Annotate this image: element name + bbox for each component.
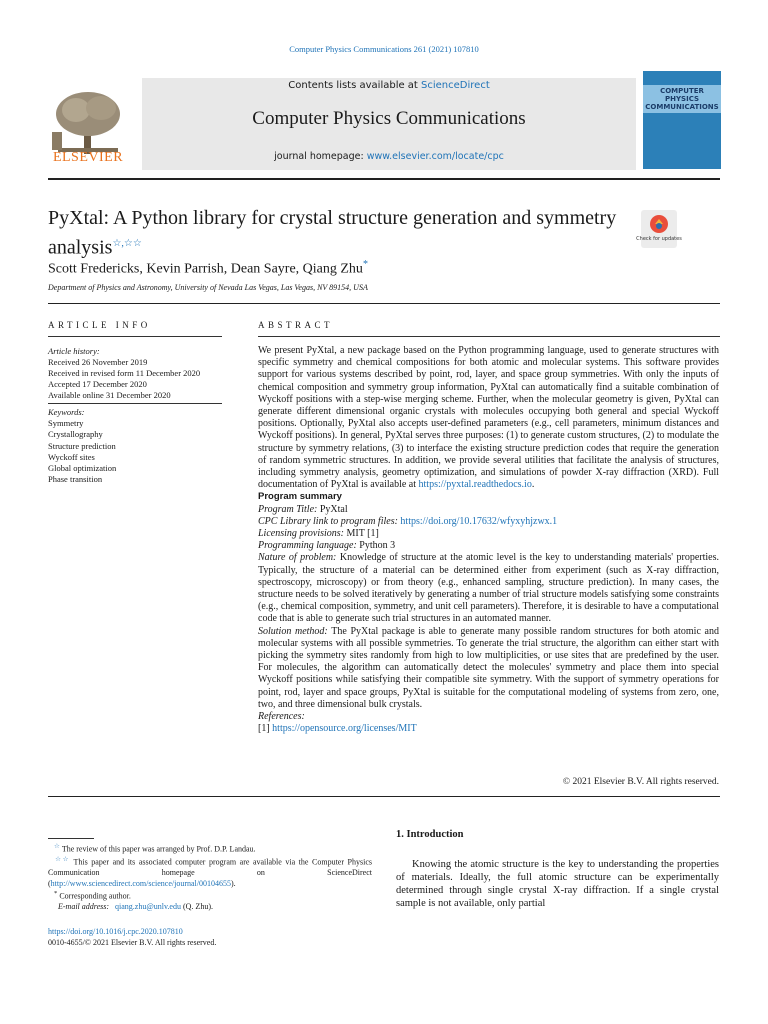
doi-block: [48, 926, 216, 948]
article-info-heading: ARTICLE INFO: [48, 320, 151, 330]
publisher-name: ELSEVIER: [52, 150, 124, 165]
abstract-paragraph: [258, 345, 719, 491]
homepage-link[interactable]: www.elsevier.com/locate/cpc: [366, 151, 504, 162]
footnote-text-end: ).: [231, 878, 236, 888]
doi-link[interactable]: https://doi.org/10.1016/j.cpc.2020.107810: [48, 927, 183, 936]
journal-reference-link[interactable]: Computer Physics Communications 261 (2021) 107810: [289, 44, 479, 54]
references-label: References:: [258, 711, 305, 723]
nature-label: Nature of problem:: [258, 552, 337, 564]
introduction-heading: 1. Introduction: [396, 829, 464, 840]
keywords-label: Keywords:: [48, 407, 85, 417]
email-end: (Q. Zhu).: [182, 902, 213, 912]
article-info-rule: [48, 336, 222, 337]
solution-text: The PyXtal package is able to generate many possible random structures for both atomic and molecular systems with all possible symmetries. To generate the trial structure, the algorithm can either start with picking the symmetry sites randomly from high to low multiplicities, or use sites that are predefined by the user. For molecules, the algorithm can automatically detect the molecules' symmetry and place them into special Wyckoff positions while satisfying their compatible site symmetry. With the support of symmetry operations for point, rod, layer and space groups, PyXtal is suitable for the computational modeling of systems from zero, one, two, and three dimensional bulk crystals.: [258, 625, 719, 710]
language-line: [258, 540, 719, 552]
paper-title: [48, 206, 638, 261]
abstract-text: We present PyXtal, a new package based on the Python programming language, used to generate structures with specific symmetry and chemical compositions for both atomic and molecular systems. This software provides support for various systems described by point, rod, layer, and space group symmetries. With only the inputs of chemical composition and symmetry group information, PyXtal can automatically find a suitable combination of Wyckoff positions with a step-wise merging scheme. Further, when the molecular geometry is given, PyXtal can generate different dimensional organic crystals with molecules occupying both general and special Wyckoff positions. Optionally, PyXtal also accepts user-defined parameters (e.g., cell parameters, minimum distances and Wyckoff positions). In general, PyXtal serves three purposes: (1) to generate custom structures, (2) to modulate the structure by symmetry relations, (3) to interface the existing structure prediction codes that require the generation of random symmetric structures. In addition, we provide several utilities that facilitate the analysis of structures, including symmetry analysis, geometry optimization, and simulations of powder X-ray diffraction (XRD). Full documentation of PyXtal is available at: [258, 345, 719, 491]
author-list: [48, 259, 368, 278]
mit-license-link[interactable]: https://opensource.org/licenses/MIT: [272, 723, 417, 735]
sciencedirect-journal-link[interactable]: http://www.sciencedirect.com/science/journal/00104655: [50, 878, 231, 888]
journal-reference[interactable]: [0, 44, 768, 54]
contents-line: [142, 80, 636, 91]
reference-number: [1]: [258, 723, 270, 735]
journal-cover-image: [643, 71, 721, 169]
abstract-body: [258, 345, 719, 736]
footnote-mark: ☆☆: [55, 856, 71, 864]
reference-line: [258, 723, 719, 735]
check-for-updates-badge[interactable]: [636, 210, 682, 248]
nature-text: Knowledge of structure at the atomic level is the key to understanding materials' properties. Typically, the structure of a material can be determined either from experiment (such as X-ray diffraction, spectroscopy, microscopy) or from theory (e.g., enhanced sampling, structure prediction). In many cases, the structure needs to be solved iteratively by generating a number of trial structure models satisfying some constraints (e.g., chemical composition, symmetry, and unit cell parameters). Therefore, it is desirable to have a computational code that is able to generate such trial structures in an automated manner.: [258, 552, 719, 625]
solution-label: Solution method:: [258, 625, 328, 637]
footnote-text: This paper and its associated computer program are available via the Computer Physics Communication homepage on ScienceDirect (: [48, 857, 372, 888]
footnote-text: The review of this paper was arranged by Prof. D.P. Landau.: [61, 844, 256, 854]
title-footnote-marks[interactable]: ☆,☆☆: [112, 238, 142, 249]
footnote-rule: [48, 838, 94, 839]
program-summary-label: Program summary: [258, 491, 342, 503]
title-rule: [48, 303, 720, 304]
cpc-link-line: [258, 516, 719, 528]
keyword: Wyckoff sites: [48, 451, 95, 462]
language-value: Python 3: [359, 540, 396, 552]
footnote-corresponding: [48, 889, 372, 902]
history-item: Available online 31 December 2020: [48, 390, 171, 400]
program-title-label: Program Title:: [258, 503, 318, 515]
footnote-availability: [48, 855, 372, 889]
nature-line: [258, 552, 719, 625]
keyword: Structure prediction: [48, 440, 116, 451]
licensing-value: MIT [1]: [346, 528, 379, 540]
history-item: Received 26 November 2019: [48, 357, 148, 367]
journal-title: Computer Physics Communications: [252, 108, 526, 129]
abstract-text-end: .: [531, 479, 535, 491]
history-label: Article history:: [48, 346, 100, 356]
footnote-email: [48, 902, 372, 913]
homepage-line: [142, 151, 636, 162]
keyword: Symmetry: [48, 418, 84, 429]
keywords-rule: [48, 403, 222, 404]
references-label-line: [258, 711, 719, 723]
email-label: E-mail address:: [58, 902, 110, 912]
article-history: [48, 346, 222, 401]
issn-line: 0010-4655/© 2021 Elsevier B.V. All rights reserved.: [48, 938, 217, 947]
abstract-rule: [258, 336, 720, 337]
homepage-prefix: journal homepage:: [274, 151, 367, 162]
cover-title: COMPUTER PHYSICS COMMUNICATIONS: [643, 85, 721, 113]
header-rule: [48, 178, 720, 180]
sciencedirect-link[interactable]: ScienceDirect: [421, 80, 490, 91]
program-title-line: [258, 504, 719, 516]
language-label: Programming language:: [258, 540, 357, 552]
corresponding-author-mark[interactable]: *: [362, 259, 368, 270]
program-title: PyXtal: [319, 503, 348, 515]
affiliation: Department of Physics and Astronomy, University of Nevada Las Vegas, Las Vegas, NV 89154, USA: [48, 283, 368, 292]
authors-text: Scott Fredericks, Kevin Parrish, Dean Sayre, Qiang Zhu: [48, 261, 363, 277]
introduction-text: [396, 858, 719, 910]
abstract-bottom-rule: [48, 796, 720, 797]
history-item: Received in revised form 11 December 2020: [48, 368, 201, 378]
contents-prefix: Contents lists available at: [288, 80, 422, 91]
keyword: Phase transition: [48, 474, 103, 485]
badge-text: Check for updates: [636, 236, 682, 242]
footnote-mark: ☆: [54, 843, 60, 850]
keywords: [48, 407, 222, 485]
cpc-program-link[interactable]: https://doi.org/10.17632/wfyxyhjzwx.1: [400, 515, 558, 527]
email-link[interactable]: qiang.zhu@unlv.edu: [115, 902, 181, 912]
introduction-paragraph: Knowing the atomic structure is the key to understanding the properties of materials. Ideally, the full atomic structure can be experimentally determined through single crystal X-ray diffraction. If a single crystal sample is not available, only partial: [396, 859, 719, 909]
footnote-mark: *: [54, 890, 58, 898]
footnote-text: Corresponding author.: [59, 891, 131, 901]
solution-line: [258, 626, 719, 711]
footnote-review: [48, 842, 372, 855]
abstract-heading: ABSTRACT: [258, 320, 334, 330]
licensing-label: Licensing provisions:: [258, 528, 345, 540]
cpc-link-label: CPC Library link to program files:: [258, 515, 398, 527]
keyword: Crystallography: [48, 429, 103, 440]
paper-title-text: PyXtal: A Python library for crystal structure generation and symmetry analysis: [48, 207, 617, 259]
keyword: Global optimization: [48, 463, 117, 474]
footnotes: [48, 842, 372, 913]
documentation-link[interactable]: https://pyxtal.readthedocs.io: [418, 479, 532, 491]
history-item: Accepted 17 December 2020: [48, 379, 147, 389]
licensing-line: [258, 528, 719, 540]
copyright-notice: © 2021 Elsevier B.V. All rights reserved.: [562, 777, 719, 787]
